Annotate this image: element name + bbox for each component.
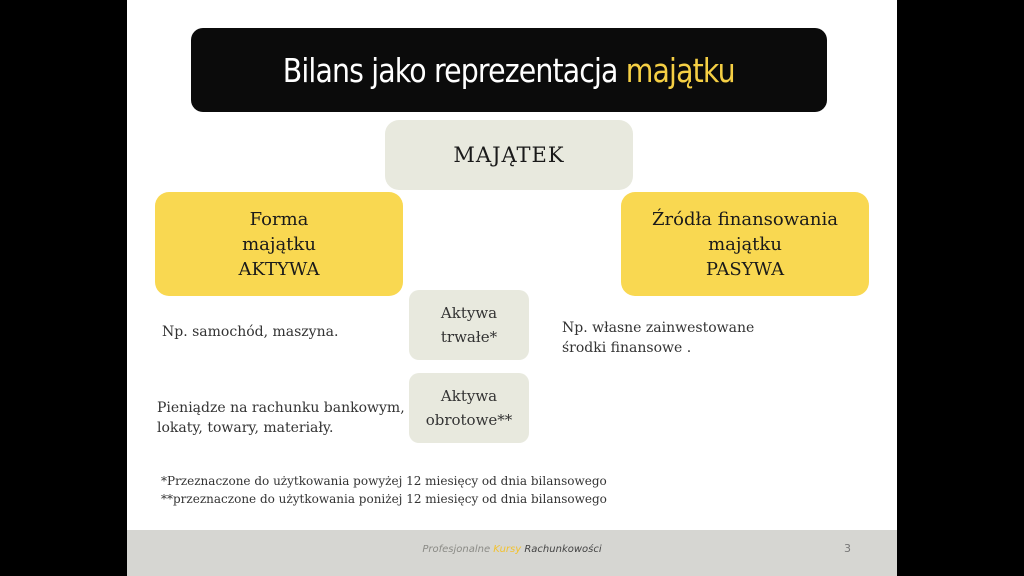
brand-part-1: Profesjonalne (422, 544, 494, 555)
obrotowe-line-1: Aktywa (440, 387, 498, 405)
pasywa-line-1: Źródła finansowania (652, 208, 838, 230)
example-pasywa (562, 318, 754, 358)
example-obrotowe (157, 398, 405, 438)
brand-part-3: Rachunkowości (521, 544, 602, 555)
brand-part-2: Kursy (493, 544, 522, 555)
trwale-line-1: Aktywa (440, 304, 498, 322)
aktywa-line-1: Forma (249, 208, 309, 230)
majatek-box (385, 120, 633, 190)
pasywa-line-3: PASYWA (705, 258, 785, 280)
footer-bar (127, 530, 897, 576)
slide-title (283, 51, 735, 90)
example-pasywa-line-2: środki finansowe . (562, 340, 692, 356)
title-accent: majątku (625, 50, 735, 90)
trwale-line-2: trwałe* (440, 328, 498, 346)
example-pasywa-line-1: Np. własne zainwestowane (562, 320, 755, 336)
example-trwale (162, 322, 338, 342)
majatek-label: MAJĄTEK (453, 143, 565, 167)
example-trwale-text: Np. samochód, maszyna. (162, 324, 339, 340)
slide (127, 0, 897, 576)
title-main: Bilans jako reprezentacja (283, 50, 626, 90)
footnote-2: **przeznaczone do użytkowania poniżej 12 miesięcy od dnia bilansowego (161, 492, 607, 506)
aktywa-line-3: AKTYWA (238, 258, 320, 280)
aktywa-box (155, 192, 403, 296)
aktywa-trwale-box (409, 290, 529, 360)
example-obrotowe-line-1: Pieniądze na rachunku bankowym, (157, 400, 405, 416)
footer-brand (127, 544, 897, 555)
example-obrotowe-line-2: lokaty, towary, materiały. (157, 420, 334, 436)
title-bar (191, 28, 827, 112)
aktywa-obrotowe-box (409, 373, 529, 443)
aktywa-line-2: majątku (242, 233, 316, 255)
page-number: 3 (844, 542, 851, 555)
pasywa-line-2: majątku (708, 233, 782, 255)
obrotowe-line-2: obrotowe** (425, 411, 513, 429)
footnote-1: *Przeznaczone do użytkowania powyżej 12 miesięcy od dnia bilansowego (161, 474, 607, 488)
pasywa-box (621, 192, 869, 296)
